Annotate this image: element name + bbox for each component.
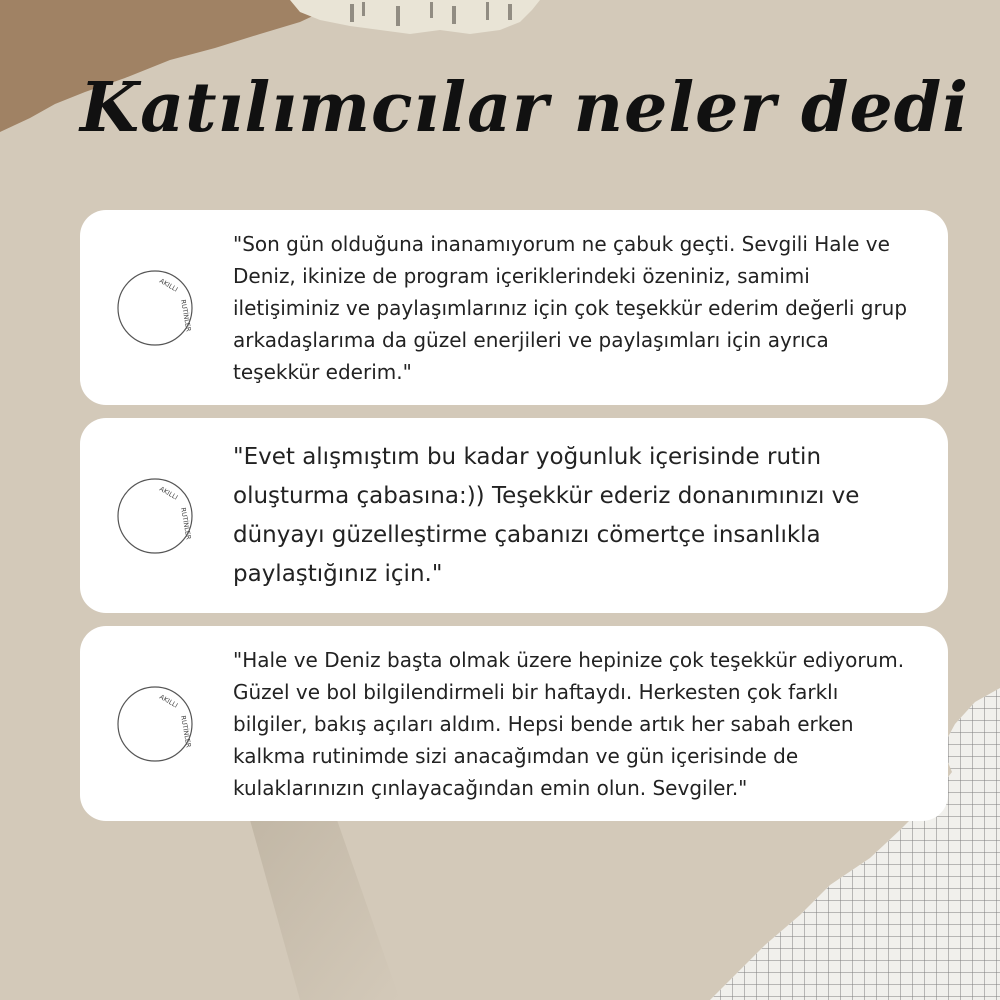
testimonial-card	[80, 418, 948, 613]
circle-logo-icon	[115, 476, 195, 556]
testimonial-card	[80, 210, 948, 405]
logo-text-top: AKILLI	[158, 276, 180, 294]
logo-text-side: RUTİNLER	[179, 298, 193, 332]
logo-text-side: RUTİNLER	[179, 506, 193, 540]
testimonial-card	[80, 626, 948, 821]
logo-text-side: RUTİNLER	[179, 714, 193, 748]
testimonial-quote: "Hale ve Deniz başta olmak üzere hepinize çok teşekkür ediyorum. Güzel ve bol bilgilendirmeli bir haftaydı. Herkesten çok farklı bilgiler, bakış açıları aldım. Hepsi bende artık her sabah erken kalkma rutinimde sizi anacağımdan ve gün içerisinde de kulaklarınızın çınlayacağından emin olun. Sevgiler."	[233, 647, 905, 800]
logo-text-top: AKILLI	[158, 692, 180, 710]
logo-text-top: AKILLI	[158, 484, 180, 502]
testimonial-quote: "Evet alışmıştım bu kadar yoğunluk içerisinde rutin oluşturma çabasına:)) Teşekkür ederiz donanımınızı ve dünyayı güzelleştirme çabanızı cömertçe insanlıkla paylaştığınız için."	[233, 443, 860, 587]
testimonial-quote: "Son gün olduğuna inanamıyorum ne çabuk geçti. Sevgili Hale ve Deniz, ikinize de program içeriklerindeki özeniniz, samimi iletişiminiz ve paylaşımlarınız için çok teşekkür ederim değerli grup arkadaşlarıma da güzel enerjileri ve paylaşımları için ayrıca teşekkür ederim."	[233, 231, 908, 384]
circle-logo-icon	[115, 268, 195, 348]
circle-logo-icon	[115, 684, 195, 764]
page-title: Katılımcılar neler dedi	[80, 68, 970, 148]
